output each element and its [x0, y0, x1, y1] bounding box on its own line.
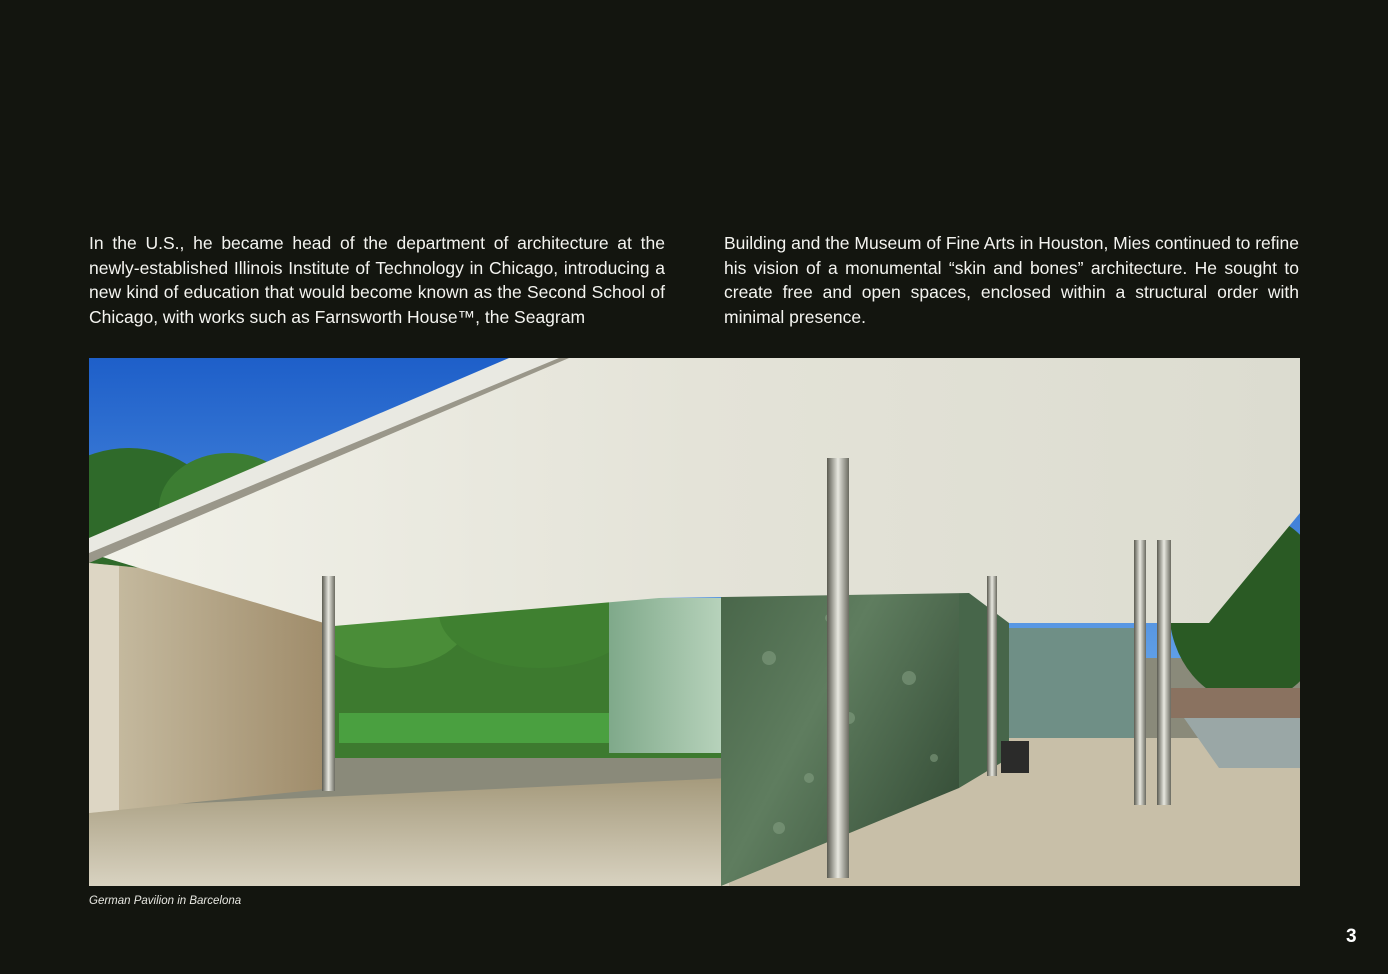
photo-german-pavilion [89, 358, 1300, 886]
text-column-right: Building and the Museum of Fine Arts in Houston, Mies continued to refine his vision of a monumental “skin and bones” architecture. He sought to create free and open spaces, enclosed within a structural order with minimal presence. [724, 233, 1299, 327]
text-column-left: In the U.S., he became head of the department of architecture at the newly-established Illinois Institute of Technology in Chicago, introducing a new kind of education that would become known as the Second School of Chicago, with works such as Farnsworth House™, the Seagram [89, 233, 665, 327]
page-number: 3 [1346, 926, 1357, 947]
photo-caption: German Pavilion in Barcelona [89, 895, 242, 907]
